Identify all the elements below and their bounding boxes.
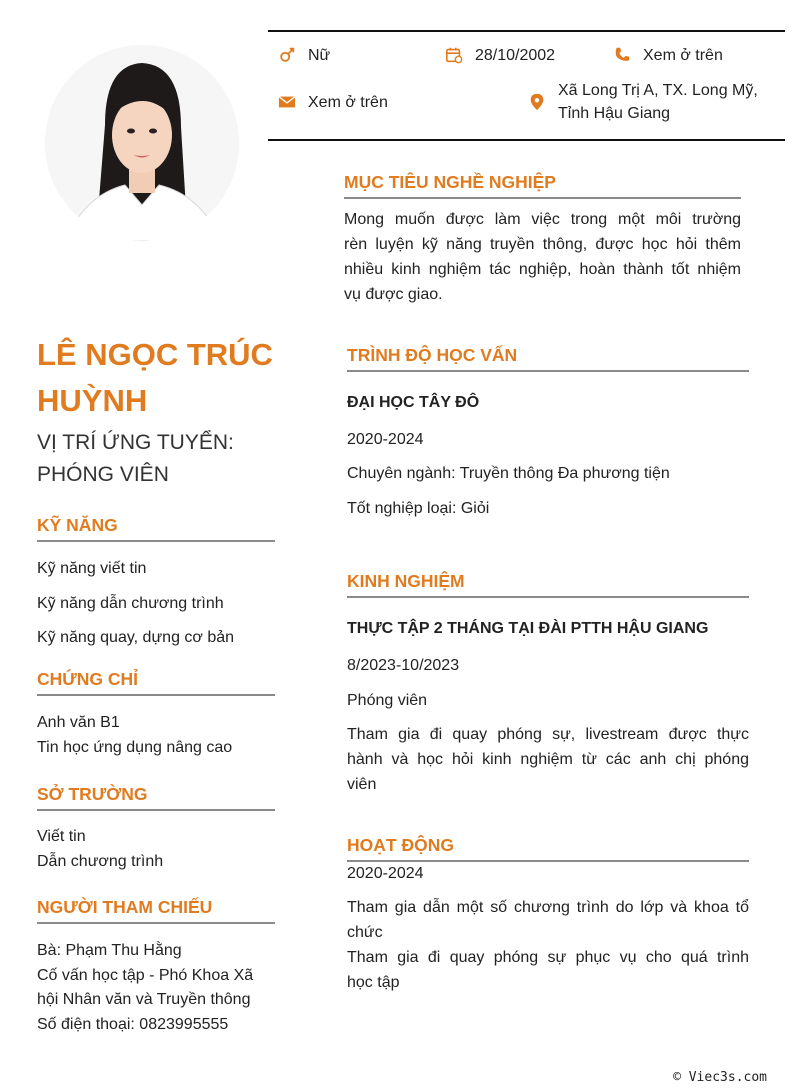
mail-icon [276, 91, 298, 113]
email-value: Xem ở trên [308, 94, 388, 111]
references-heading: NGƯỜI THAM CHIẾU [37, 896, 275, 924]
education-heading: TRÌNH ĐỘ HỌC VẤN [347, 344, 749, 372]
profile-photo [45, 45, 239, 241]
skill-item: Kỹ năng quay, dựng cơ bản [37, 629, 235, 646]
objective-text [344, 207, 741, 307]
gender-icon [276, 44, 298, 66]
strengths-heading: SỞ TRƯỜNG [37, 783, 275, 811]
objective-line: rèn luyện kỹ năng truyền thông, được học hỏi thêm [344, 236, 741, 253]
position-line-1: VỊ TRÍ ỨNG TUYỂN: [37, 431, 234, 454]
footer-watermark: © Viec3s.com [673, 1070, 767, 1085]
experience-role: Phóng viên [347, 692, 428, 709]
reference-phone: Số điện thoại: 0823995555 [37, 1016, 229, 1033]
contact-gender [276, 44, 330, 67]
candidate-name [37, 332, 297, 424]
experience-heading: KINH NGHIỆM [347, 570, 749, 598]
experience-line: Tham gia đi quay phóng sự, livestream được thực [347, 726, 749, 743]
activity-line: chức [347, 924, 383, 941]
activities-heading: HOẠT ĐỘNG [347, 834, 749, 862]
name-line-2: HUỲNH [37, 383, 148, 418]
location-pin-icon [526, 91, 548, 113]
contact-email [276, 91, 388, 114]
skill-item: Kỹ năng dẫn chương trình [37, 595, 224, 612]
strength-item: Viết tin [37, 828, 86, 845]
activities-description [347, 895, 749, 995]
objective-line: Mong muốn được làm việc trong một môi trường [344, 211, 741, 228]
phone-value: Xem ở trên [643, 47, 723, 64]
address-line-2: Tỉnh Hậu Giang [558, 105, 671, 122]
contact-phone [611, 44, 723, 67]
skills-heading: KỸ NĂNG [37, 514, 275, 542]
address-value [558, 79, 758, 125]
contact-birthday [443, 44, 555, 67]
reference-role-line: Cố vấn học tập - Phó Khoa Xã [37, 967, 254, 984]
objective-line: nhiều kinh nghiệm tác nghiệp, hoàn thành tốt nhiệm [344, 261, 741, 278]
reference-name: Bà: Phạm Thu Hằng [37, 942, 182, 959]
education-period: 2020-2024 [347, 431, 424, 448]
education-grade: Tốt nghiệp loại: Giỏi [347, 500, 490, 517]
reference-role-line: hội Nhân văn và Truyền thông [37, 991, 251, 1008]
gender-value: Nữ [308, 47, 331, 64]
portrait-illustration [45, 45, 239, 241]
skill-item: Kỹ năng viết tin [37, 560, 147, 577]
experience-line: hành và học hỏi kinh nghiệm từ các anh chị phóng [347, 751, 749, 768]
calendar-icon [443, 44, 465, 66]
experience-period: 8/2023-10/2023 [347, 657, 460, 674]
experience-description [347, 722, 749, 797]
activities-period: 2020-2024 [347, 865, 424, 882]
activity-line: Tham gia đi quay phóng sự phục vụ cho quá trình [347, 949, 749, 966]
name-line-1: LÊ NGỌC TRÚC [37, 337, 273, 372]
contact-bar [268, 30, 785, 141]
phone-icon [611, 44, 633, 66]
experience-line: viên [347, 776, 377, 793]
certificates-heading: CHỨNG CHỈ [37, 668, 275, 696]
applied-position [37, 427, 297, 491]
position-line-2: PHÓNG VIÊN [37, 463, 169, 486]
objective-heading: MỤC TIÊU NGHỀ NGHIỆP [344, 171, 741, 199]
activity-line: Tham gia dẫn một số chương trình do lớp và khoa tổ [347, 899, 749, 916]
education-major: Chuyên ngành: Truyền thông Đa phương tiện [347, 465, 670, 482]
contact-address [526, 79, 758, 125]
experience-job: THỰC TẬP 2 THÁNG TẠI ĐÀI PTTH HẬU GIANG [347, 620, 709, 637]
certificate-item: Anh văn B1 [37, 714, 120, 731]
birthday-value: 28/10/2002 [475, 47, 556, 64]
objective-line: vụ được giao. [344, 286, 443, 303]
strength-item: Dẫn chương trình [37, 853, 164, 870]
education-school: ĐẠI HỌC TÂY ĐÔ [347, 394, 480, 411]
address-line-1: Xã Long Trị A, TX. Long Mỹ, [558, 82, 758, 99]
activity-line: học tập [347, 974, 400, 991]
certificate-item: Tin học ứng dụng nâng cao [37, 739, 233, 756]
